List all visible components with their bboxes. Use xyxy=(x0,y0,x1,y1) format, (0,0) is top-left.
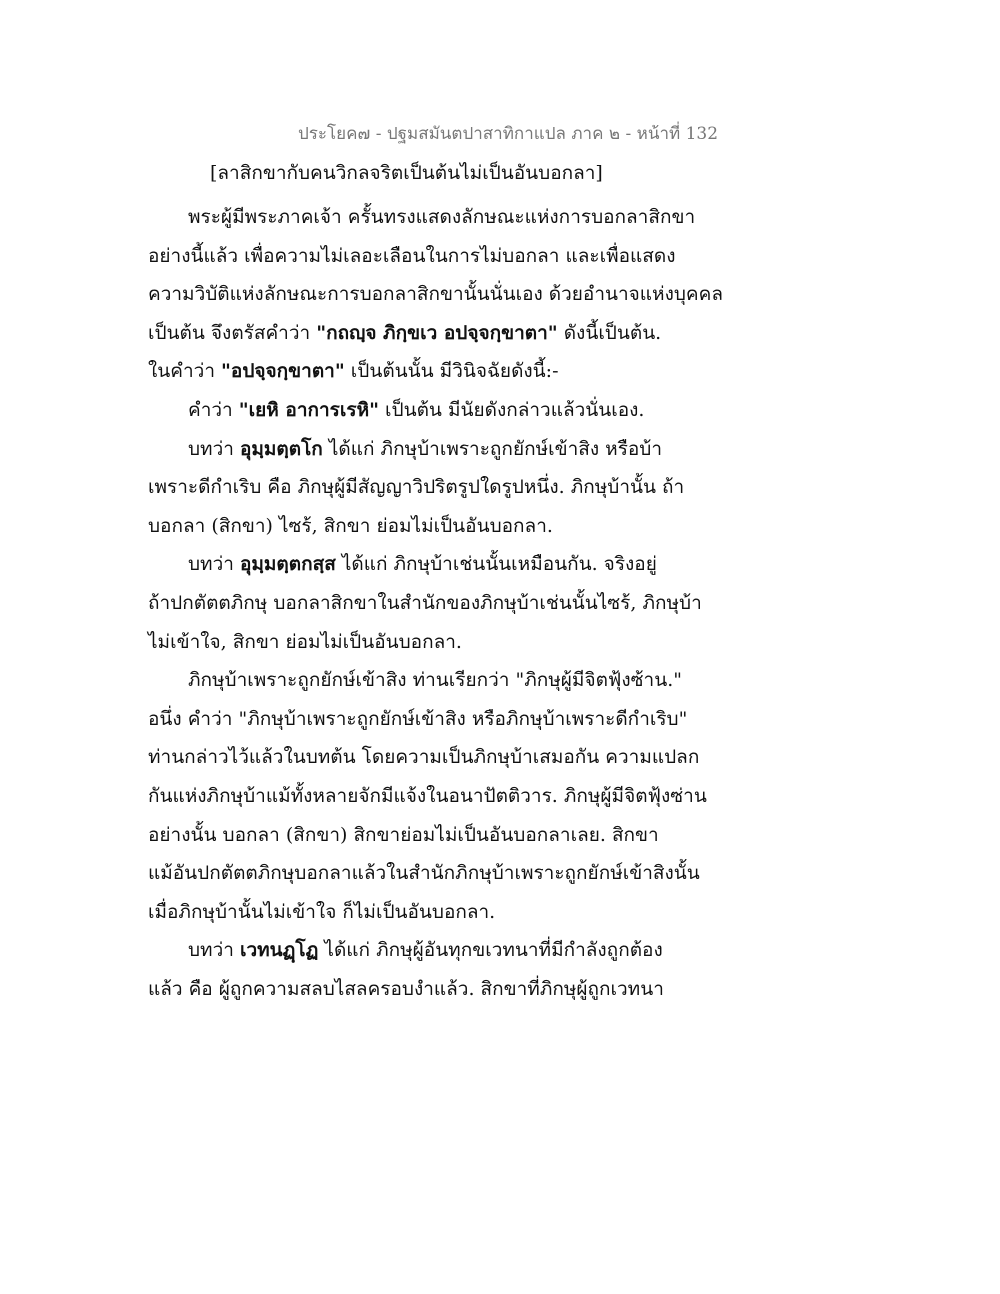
text-segment: คำว่า xyxy=(188,398,239,421)
text-line xyxy=(148,816,708,855)
bold-term: "เยหิ อาการเรหิ" xyxy=(238,398,380,421)
text-segment: อนึ่ง คำว่า "ภิกษุบ้าเพราะถูกยักษ์เข้าสิง หรือภิกษุบ้าเพราะดีกำเริบ" xyxy=(148,707,688,730)
text-segment: แม้อันปกตัตตภิกษุบอกลาแล้วในสำนักภิกษุบ้าเพราะถูกยักษ์เข้าสิงนั้น xyxy=(148,862,700,885)
text-segment: ความวิบัติแห่งลักษณะการบอกลาสิกขานั้นนั่นเอง ด้วยอำนาจแห่งบุคคล xyxy=(148,283,723,306)
text-segment: ได้แก่ ภิกษุผู้อันทุกขเวทนาที่มีกำลังถูกต้อง xyxy=(318,939,663,962)
section-title: [ลาสิกขากับคนวิกลจริตเป็นต้นไม่เป็นอันบอกลา] xyxy=(210,162,603,184)
text-line xyxy=(148,391,708,430)
text-line xyxy=(148,623,708,662)
text-segment: เป็นต้น จึงตรัสคำว่า xyxy=(148,321,317,344)
text-segment: เมื่อภิกษุบ้านั้นไม่เข้าใจ ก็ไม่เป็นอันบอกลา. xyxy=(148,900,496,923)
text-segment: พระผู้มีพระภาคเจ้า ครั้นทรงแสดงลักษณะแห่งการบอกลาสิกขา xyxy=(188,206,696,228)
text-segment: ภิกษุบ้าเพราะถูกยักษ์เข้าสิง ท่านเรียกว่า "ภิกษุผู้มีจิตฟุ้งซ้าน." xyxy=(188,669,682,692)
text-segment: ไม่เข้าใจ, สิกขา ย่อมไม่เป็นอันบอกลา. xyxy=(148,630,462,653)
text-line xyxy=(148,275,723,314)
text-segment: เป็นต้น มีนัยดังกล่าวแล้วนั่นเอง. xyxy=(379,398,645,421)
text-line xyxy=(148,237,708,276)
text-segment: ได้แก่ ภิกษุบ้าเพราะถูกยักษ์เข้าสิง หรือบ้า xyxy=(322,437,663,460)
text-line xyxy=(148,777,708,816)
text-line xyxy=(148,507,708,546)
text-line xyxy=(148,854,708,893)
text-segment: ในคำว่า xyxy=(148,360,222,383)
text-segment: กันแห่งภิกษุบ้าแม้ทั้งหลายจักมีแจ้งในอนาปัตติวาร. ภิกษุผู้มีจิตฟุ้งซ่าน xyxy=(148,784,707,807)
text-line xyxy=(148,970,708,1009)
text-segment: บทว่า xyxy=(188,437,240,460)
text-line xyxy=(148,584,708,623)
text-segment: บอกลา (สิกขา) ไซร้, สิกขา ย่อมไม่เป็นอันบอกลา. xyxy=(148,514,553,537)
text-segment: ท่านกล่าวไว้แล้วในบทต้น โดยความเป็นภิกษุบ้าเสมอกัน ความแปลก xyxy=(148,746,700,769)
text-line xyxy=(148,661,708,700)
bold-term: อุมฺมตฺตโก xyxy=(239,437,323,460)
text-line xyxy=(148,893,708,932)
text-segment: เพราะดีกำเริบ คือ ภิกษุผู้มีสัญญาวิปริตรูปใดรูปหนึ่ง. ภิกษุบ้านั้น ถ้า xyxy=(148,476,685,499)
text-segment: อย่างนี้แล้ว เพื่อความไม่เลอะเลือนในการไม่บอกลา และเพื่อแสดง xyxy=(148,244,676,267)
text-segment: เป็นต้นนั้น มีวินิจฉัยดังนี้:- xyxy=(344,360,559,383)
text-segment: ได้แก่ ภิกษุบ้าเช่นนั้นเหมือนกัน. จริงอยู่ xyxy=(335,553,657,576)
bold-term: "กถญฺจ ภิกฺขเว อปจฺจกฺขาตา" xyxy=(316,321,558,344)
text-segment: บทว่า xyxy=(188,939,240,962)
text-line xyxy=(148,931,708,970)
body-text xyxy=(148,198,723,1008)
text-segment: ถ้าปกตัตตภิกษุ บอกลาสิกขาในสำนักของภิกษุบ้าเช่นนั้นไซร้, ภิกษุบ้า xyxy=(148,591,702,614)
text-segment: ดังนี้เป็นต้น. xyxy=(557,321,662,344)
text-segment: แล้ว คือ ผู้ถูกความสลบไสลครอบงำแล้ว. สิกขาที่ภิกษุผู้ถูกเวทนา xyxy=(148,977,664,1000)
text-line xyxy=(148,468,708,507)
text-line xyxy=(148,352,708,391)
running-header: ประโยค๗ - ปฐมสมันตปาสาทิกาแปล ภาค ๒ - หน้าที่ 132 xyxy=(298,124,719,144)
bold-term: อุมฺมตฺตกสฺส xyxy=(239,553,336,576)
text-segment: บทว่า xyxy=(188,553,240,576)
text-line xyxy=(148,314,708,353)
text-line xyxy=(148,700,708,739)
bold-term: เวทนฏฺโฏ xyxy=(239,939,319,962)
text-line xyxy=(148,545,708,584)
text-line xyxy=(148,430,708,469)
bold-term: "อปจฺจกฺขาตา" xyxy=(221,360,345,383)
text-line xyxy=(148,198,708,237)
text-line xyxy=(148,738,708,777)
text-segment: อย่างนั้น บอกลา (สิกขา) สิกขาย่อมไม่เป็นอันบอกลาเลย. สิกขา xyxy=(148,823,659,846)
